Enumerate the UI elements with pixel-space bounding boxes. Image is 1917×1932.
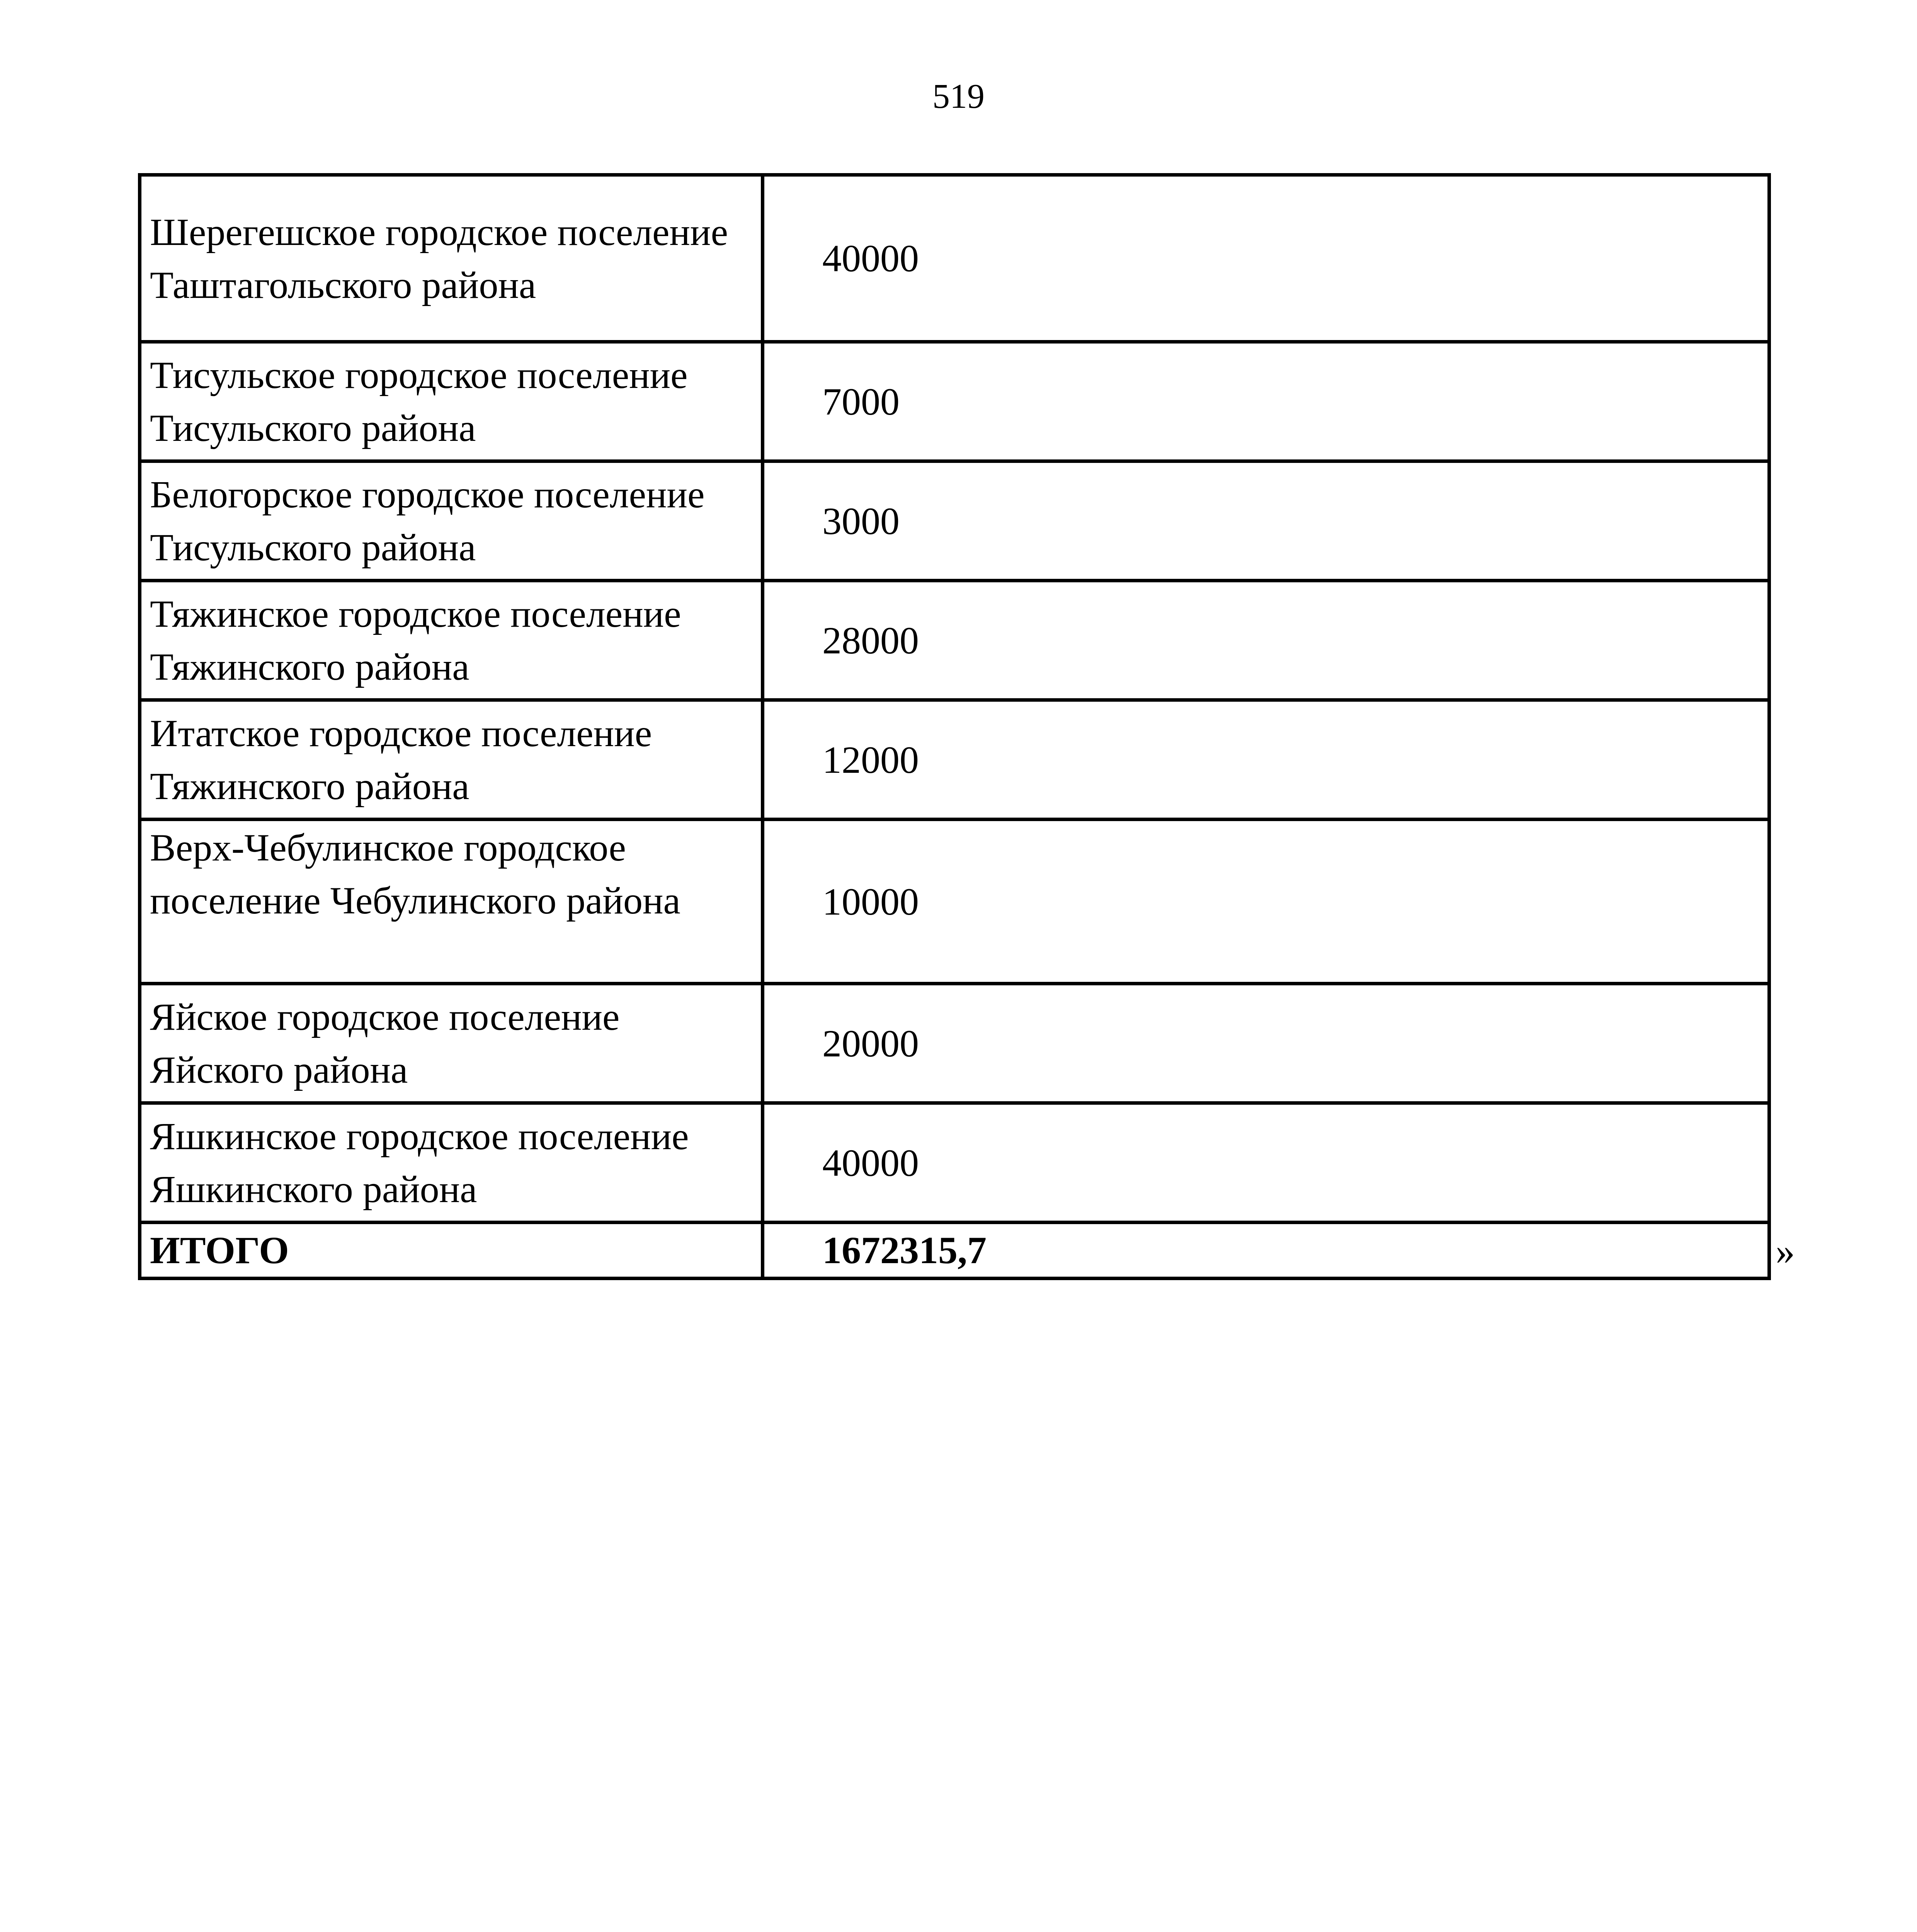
amount-value: 40000 [763, 175, 1769, 342]
amount-value: 12000 [763, 700, 1769, 820]
amount-value: 10000 [763, 820, 1769, 984]
amount-value: 28000 [763, 581, 1769, 700]
table-row [140, 820, 1769, 984]
settlement-name: Яшкинское городское поселение Яшкинского района [140, 1103, 763, 1223]
amount-value: 40000 [763, 1103, 1769, 1223]
total-label: ИТОГО [140, 1223, 763, 1279]
amount-value: 7000 [763, 342, 1769, 461]
settlement-name: Верх-Чебулинское городское поселение Чебулинского района [140, 820, 763, 984]
table-row [140, 175, 1769, 342]
table-row [140, 1103, 1769, 1223]
page-number: 519 [932, 77, 985, 116]
table-row [140, 342, 1769, 461]
settlement-name: Тисульское городское поселение Тисульского района [140, 342, 763, 461]
table-row [140, 700, 1769, 820]
amount-value: 20000 [763, 984, 1769, 1103]
total-row [140, 1223, 1769, 1279]
amount-value: 3000 [763, 461, 1769, 581]
table-row [140, 461, 1769, 581]
allocation-table [138, 173, 1771, 1280]
settlement-name: Яйское городское поселение Яйского района [140, 984, 763, 1103]
settlement-name: Тяжинское городское поселение Тяжинского района [140, 581, 763, 700]
total-value: 1672315,7 [763, 1223, 1769, 1279]
settlement-name: Итатское городское поселение Тяжинского района [140, 700, 763, 820]
settlement-name: Белогорское городское поселение Тисульского района [140, 461, 763, 581]
table-row [140, 581, 1769, 700]
settlement-name: Шерегешское городское поселение Таштагольского района [140, 175, 763, 342]
table-row [140, 984, 1769, 1103]
closing-quote-mark: » [1776, 1230, 1795, 1272]
